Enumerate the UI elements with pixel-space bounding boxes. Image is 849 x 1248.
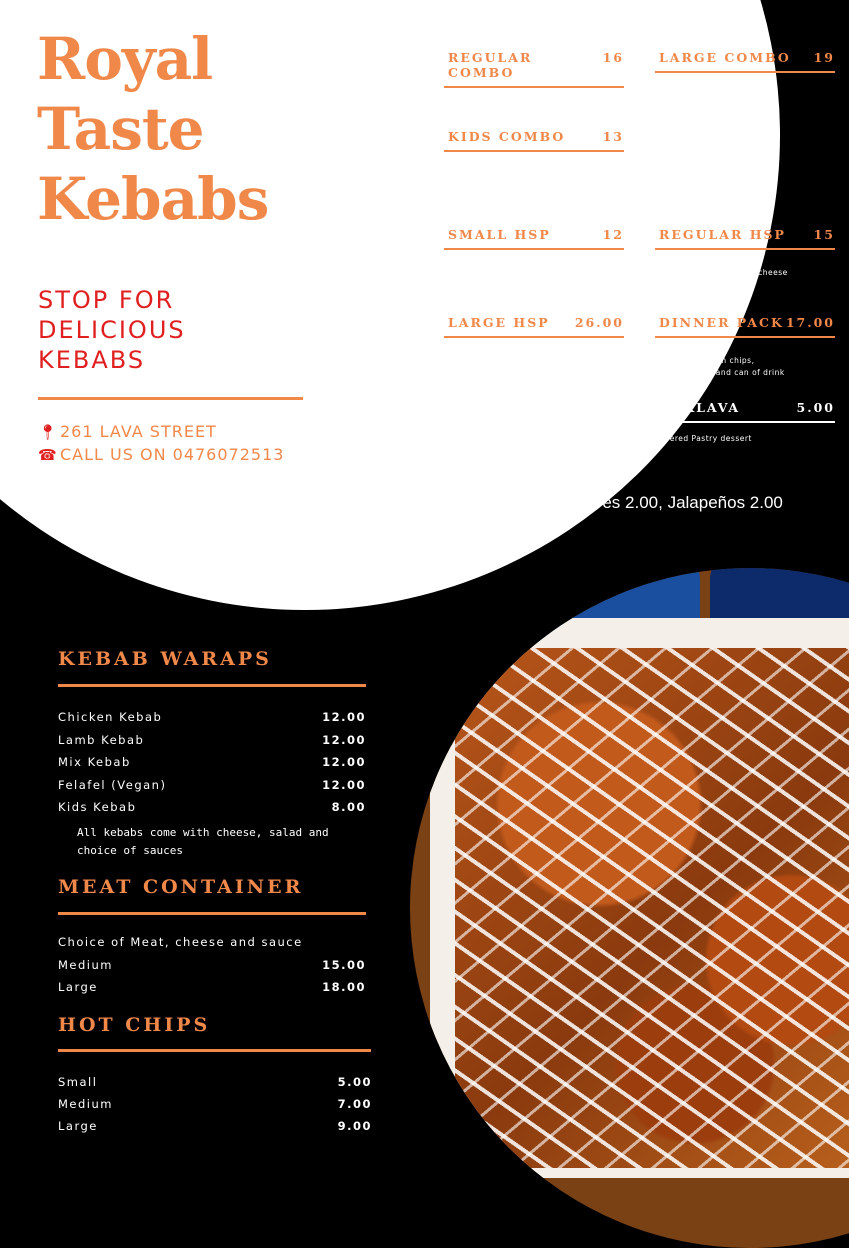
section-title-hot-chips: HOT CHIPS [58,1014,211,1036]
item-price: 9.00 [337,1119,372,1133]
menu-item-description: Large HSP with chips, cheese and two cans of drink [444,356,569,377]
menu-row [58,778,366,792]
item-price: 15.00 [322,958,366,972]
menu-item-dinner-pack [655,315,835,379]
title-line-1: Royal [37,25,213,93]
kebab-note-line-2: choice of sauces [77,844,183,857]
item-price: 18.00 [322,980,366,994]
menu-item-description: Regular HSP with chips, cheese and can of drink [655,268,788,289]
menu-row [58,733,366,747]
tagline-line-2: DELICIOUS [38,316,186,344]
menu-item-name: REGULAR HSP [659,227,786,242]
menu-item-price: 17.00 [785,315,835,330]
menu-item-price: 26.00 [574,315,624,330]
telephone-icon: ☎ [38,446,58,464]
menu-item-header [444,227,624,250]
menu-item-header [444,50,624,88]
menu-row [58,980,366,994]
menu-item-name: LARGE HSP [448,315,550,330]
kebab-food-photo [410,568,849,1248]
item-name: Small [58,1075,98,1089]
header-divider [38,397,303,400]
menu-item-header [655,227,835,250]
menu-row [58,1075,372,1089]
title-line-2: Taste [37,95,204,163]
phone-text: CALL US ON 0476072513 [60,445,285,464]
menu-item-price: 5.00 [796,400,835,415]
menu-item-kids-combo [444,129,624,193]
menu-item-description: Small HSP with chips, cheese and can of drink [444,268,568,289]
menu-item-name: REGULAR COMBO [448,50,533,80]
menu-item-baklava [655,400,835,445]
menu-row [58,1119,372,1133]
section-title-kebab-wraps: KEBAB WARAPS [58,648,272,670]
phone[interactable] [38,444,284,466]
menu-item-price: 6.00 [578,400,617,415]
section-divider [58,1049,371,1052]
menu-item-regular-hsp [655,227,835,291]
menu-item-pide [436,400,617,469]
item-name: Large [58,1119,98,1133]
item-price: 12.00 [322,733,366,747]
item-price: 12.00 [322,755,366,769]
menu-item-name: DINNER PACK [659,315,784,330]
section-title-meat-container: MEAT CONTAINER [58,876,304,898]
menu-item-name: SMALL HSP [448,227,551,242]
item-price: 7.00 [337,1097,372,1111]
kebab-note [77,824,357,860]
item-name: Lamb Kebab [58,733,145,747]
menu-item-name: KIDS COMBO [448,129,566,144]
item-price: 5.00 [337,1075,372,1089]
item-name: Mix Kebab [58,755,131,769]
item-name: Chicken Kebab [58,710,163,724]
menu-item-price: 15 [813,227,835,242]
extras-text: Extras: Extra meat 2.00, Olives 2.00, Jalapeños 2.00 [386,493,783,512]
menu-item-description: Choice of Kebab with small chips and can of drink [444,106,559,127]
menu-item-header [444,129,624,152]
restaurant-title [37,24,357,234]
menu-row [58,800,366,814]
tagline [38,285,318,375]
item-price: 12.00 [322,778,366,792]
item-name: Medium [58,958,113,972]
menu-item-large-combo [655,50,835,114]
menu-item-regular-combo [444,50,624,129]
menu-item-header [655,400,835,423]
item-name: Kids Kebab [58,800,137,814]
location-pin-icon: 📍︎ [38,423,59,441]
menu-item-description: Choice of Kebab with large chips and can of drink [655,91,769,112]
tagline-line-1: STOP FOR [38,286,175,314]
kebab-meat-with-sauces [455,648,849,1168]
menu-item-price: 16 [602,50,624,65]
menu-item-description: Layered Pastry dessert [655,434,752,443]
menu-item-header [655,315,835,338]
tagline-line-3: KEBABS [38,346,146,374]
menu-item-header [440,400,617,423]
menu-item-small-hsp [444,227,624,291]
item-price: 8.00 [331,800,366,814]
section-divider [58,912,366,915]
item-name: Large [58,980,98,994]
menu-row [58,755,366,769]
title-line-3: Kebabs [37,165,269,233]
address [38,421,217,443]
menu-row [58,710,366,724]
item-name: Felafel (Vegan) [58,778,167,792]
item-price: 12.00 [322,710,366,724]
meat-container-subtitle: Choice of Meat, cheese and sauce [58,935,303,949]
menu-item-price: 12 [602,227,624,242]
kebab-note-line-1: All kebabs come with cheese, salad and [77,826,329,839]
menu-item-header [655,50,835,73]
menu-item-price: 13 [602,129,624,144]
menu-item-price: 19 [813,50,835,65]
menu-item-name: LARGE COMBO [659,50,791,65]
menu-item-name: PIDE [444,400,488,415]
section-divider [58,684,366,687]
menu-item-description: Chose between BBQ chicken, T-rex (Beef), or Spinach (Vegetaria) [436,434,559,467]
menu-row [58,958,366,972]
menu-item-name: BAKLAVA [659,400,741,415]
address-text: 261 LAVA STREET [60,422,217,441]
menu-item-description: Choice of kids Kebab with small chips and can of drink [444,170,564,191]
menu-row [58,1097,372,1111]
item-name: Medium [58,1097,113,1111]
menu-item-large-hsp [444,315,624,379]
menu-item-description: Dinner pack with chips, cheese, salad and can of drink [655,356,785,377]
menu-item-header [444,315,624,338]
